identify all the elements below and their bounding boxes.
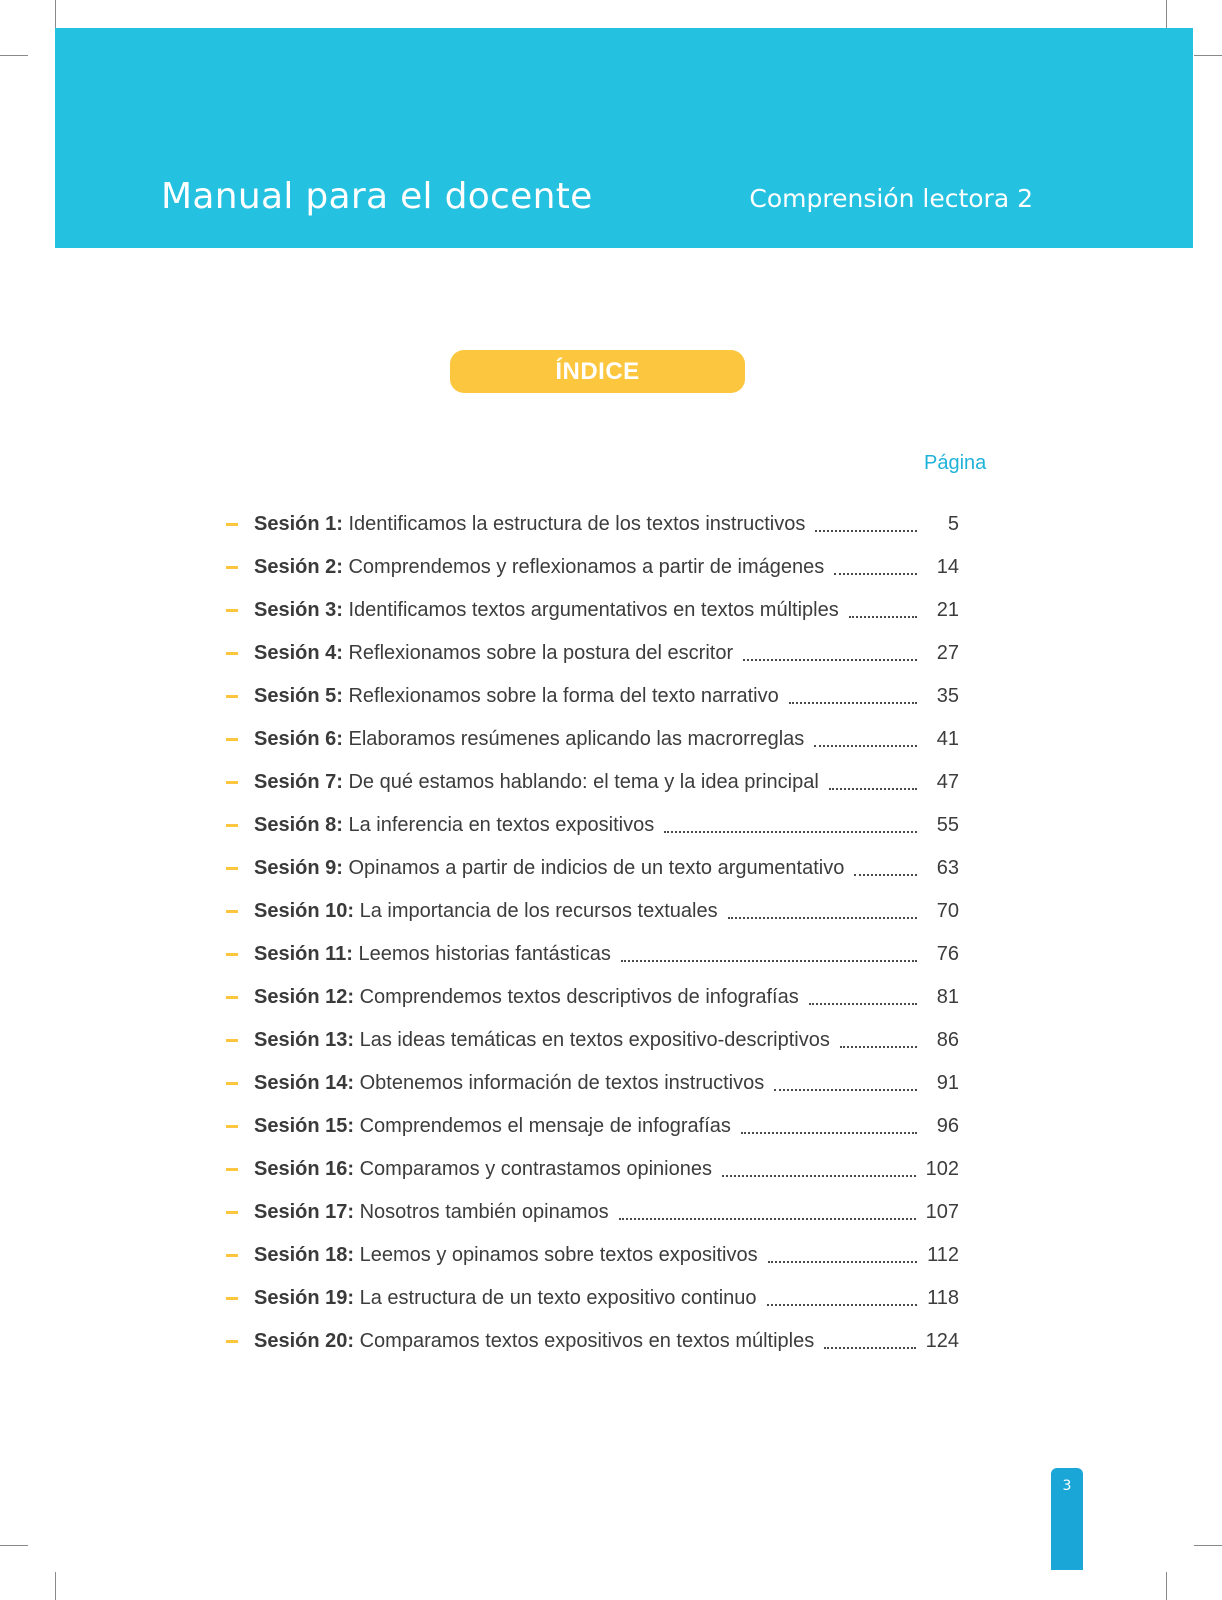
bullet-dash-icon xyxy=(226,1254,238,1257)
toc-entry-text xyxy=(254,943,611,966)
toc-entry[interactable] xyxy=(226,589,959,632)
dot-leader xyxy=(824,1347,915,1349)
bullet-dash-icon xyxy=(226,738,238,741)
toc-entry-text xyxy=(254,1115,731,1138)
toc-page-number: 27 xyxy=(936,642,959,664)
toc-page-number: 5 xyxy=(947,513,959,535)
toc-entry[interactable] xyxy=(226,976,959,1019)
bullet-dash-icon xyxy=(226,652,238,655)
toc-session-label: Sesión 10: xyxy=(254,900,355,922)
bullet-dash-icon xyxy=(226,1211,238,1214)
bullet-dash-icon xyxy=(226,867,238,870)
toc-page-number: 70 xyxy=(936,900,959,922)
toc-session-title: La inferencia en textos expositivos xyxy=(348,814,655,836)
bullet-dash-icon xyxy=(226,953,238,956)
page-number: 3 xyxy=(1062,1478,1072,1494)
dot-leader xyxy=(789,702,917,704)
bullet-dash-icon xyxy=(226,910,238,913)
bullet-dash-icon xyxy=(226,1340,238,1343)
dot-leader xyxy=(619,1218,916,1220)
toc-entry[interactable] xyxy=(226,761,959,804)
toc-session-title: Opinamos a partir de indicios de un texto argumentativo xyxy=(348,857,845,879)
crop-mark xyxy=(0,55,28,56)
header-banner xyxy=(55,28,1193,248)
bullet-dash-icon xyxy=(226,996,238,999)
toc-entry-text xyxy=(254,900,718,923)
toc-session-label: Sesión 3: xyxy=(254,599,343,621)
toc-entry-text xyxy=(254,685,779,708)
bullet-dash-icon xyxy=(226,1297,238,1300)
toc-entry-text xyxy=(254,642,733,665)
crop-mark xyxy=(1166,0,1167,28)
toc-page-number: 86 xyxy=(936,1029,959,1051)
toc-entry-text xyxy=(254,728,804,751)
toc-page-number: 91 xyxy=(936,1072,959,1094)
toc-session-label: Sesión 5: xyxy=(254,685,343,707)
bullet-dash-icon xyxy=(226,1082,238,1085)
dot-leader xyxy=(767,1304,917,1306)
toc-page-number: 21 xyxy=(936,599,959,621)
toc-session-label: Sesión 1: xyxy=(254,513,343,535)
dot-leader xyxy=(849,616,917,618)
toc-session-label: Sesión 19: xyxy=(254,1287,355,1309)
bullet-dash-icon xyxy=(226,824,238,827)
toc-entry[interactable] xyxy=(226,1062,959,1105)
toc-page-number: 107 xyxy=(925,1201,959,1223)
toc-session-label: Sesión 6: xyxy=(254,728,343,750)
toc-session-label: Sesión 7: xyxy=(254,771,343,793)
toc-session-title: Leemos historias fantásticas xyxy=(358,943,611,965)
toc-page-number: 55 xyxy=(936,814,959,836)
toc-session-label: Sesión 13: xyxy=(254,1029,355,1051)
toc-entry[interactable] xyxy=(226,503,959,546)
dot-leader xyxy=(840,1046,917,1048)
toc-entry[interactable] xyxy=(226,933,959,976)
crop-mark xyxy=(0,1545,28,1546)
toc-entry-text xyxy=(254,986,799,1009)
toc-session-title: Comprendemos el mensaje de infografías xyxy=(359,1115,731,1137)
toc-entry-text xyxy=(254,513,805,536)
toc-session-title: La estructura de un texto expositivo continuo xyxy=(359,1287,757,1309)
toc-entry-text xyxy=(254,814,654,837)
toc-entry[interactable] xyxy=(226,1191,959,1234)
toc-entry-text xyxy=(254,599,839,622)
toc-entry-text xyxy=(254,1287,757,1310)
toc-page-number: 63 xyxy=(936,857,959,879)
toc-page-number: 41 xyxy=(936,728,959,750)
crop-mark xyxy=(1194,55,1222,56)
index-heading-badge xyxy=(450,350,745,393)
dot-leader xyxy=(834,573,917,575)
toc-page-number: 14 xyxy=(936,556,959,578)
toc-entry-text xyxy=(254,857,844,880)
toc-page-number: 112 xyxy=(927,1244,959,1266)
toc-entry[interactable] xyxy=(226,632,959,675)
toc-session-label: Sesión 15: xyxy=(254,1115,355,1137)
toc-entry[interactable] xyxy=(226,1234,959,1277)
toc-page-number: 124 xyxy=(925,1330,959,1352)
bullet-dash-icon xyxy=(226,1168,238,1171)
toc-entry-text xyxy=(254,1158,712,1181)
toc-page-number: 102 xyxy=(925,1158,959,1180)
toc-session-title: Identificamos textos argumentativos en textos múltiples xyxy=(348,599,839,621)
document-title: Manual para el docente xyxy=(161,176,593,217)
toc-session-label: Sesión 11: xyxy=(254,943,353,965)
toc-session-title: Comprendemos y reflexionamos a partir de imágenes xyxy=(348,556,825,578)
table-of-contents xyxy=(226,503,959,1363)
document-subtitle: Comprensión lectora 2 xyxy=(749,184,1033,213)
toc-page-number: 96 xyxy=(936,1115,959,1137)
dot-leader xyxy=(664,831,917,833)
index-heading: ÍNDICE xyxy=(555,357,640,385)
dot-leader xyxy=(743,659,917,661)
dot-leader xyxy=(741,1132,917,1134)
toc-entry[interactable] xyxy=(226,675,959,718)
bullet-dash-icon xyxy=(226,523,238,526)
toc-entry[interactable] xyxy=(226,1320,959,1363)
toc-session-title: Nosotros también opinamos xyxy=(359,1201,609,1223)
dot-leader xyxy=(722,1175,916,1177)
dot-leader xyxy=(814,745,917,747)
bullet-dash-icon xyxy=(226,1039,238,1042)
toc-session-title: Identificamos la estructura de los textos instructivos xyxy=(348,513,806,535)
dot-leader xyxy=(809,1003,917,1005)
toc-entry-text xyxy=(254,556,824,579)
toc-session-label: Sesión 14: xyxy=(254,1072,355,1094)
toc-session-title: Comprendemos textos descriptivos de infografías xyxy=(359,986,799,1008)
toc-session-title: Comparamos textos expositivos en textos múltiples xyxy=(359,1330,815,1352)
toc-session-title: Reflexionamos sobre la forma del texto narrativo xyxy=(348,685,779,707)
toc-entry-text xyxy=(254,1244,758,1267)
crop-mark xyxy=(55,0,56,28)
toc-session-label: Sesión 17: xyxy=(254,1201,355,1223)
toc-page-number: 118 xyxy=(927,1287,959,1309)
crop-mark xyxy=(55,1572,56,1600)
toc-entry-text xyxy=(254,1201,609,1224)
toc-session-label: Sesión 9: xyxy=(254,857,343,879)
page-number-tab xyxy=(1051,1468,1083,1570)
toc-session-label: Sesión 12: xyxy=(254,986,355,1008)
crop-mark xyxy=(1166,1572,1167,1600)
toc-session-label: Sesión 4: xyxy=(254,642,343,664)
toc-session-title: La importancia de los recursos textuales xyxy=(359,900,718,922)
page-column-label: Página xyxy=(924,452,987,474)
dot-leader xyxy=(829,788,917,790)
toc-session-title: Comparamos y contrastamos opiniones xyxy=(359,1158,712,1180)
toc-entry-text xyxy=(254,1029,830,1052)
toc-page-number: 81 xyxy=(936,986,959,1008)
toc-page-number: 76 xyxy=(936,943,959,965)
toc-session-label: Sesión 20: xyxy=(254,1330,355,1352)
toc-entry[interactable] xyxy=(226,1148,959,1191)
toc-session-title: Las ideas temáticas en textos expositivo-descriptivos xyxy=(359,1029,830,1051)
toc-entry[interactable] xyxy=(226,847,959,890)
bullet-dash-icon xyxy=(226,1125,238,1128)
dot-leader xyxy=(774,1089,917,1091)
toc-session-title: Leemos y opinamos sobre textos expositivos xyxy=(359,1244,758,1266)
toc-session-label: Sesión 18: xyxy=(254,1244,355,1266)
toc-session-title: Obtenemos información de textos instructivos xyxy=(359,1072,765,1094)
toc-session-label: Sesión 8: xyxy=(254,814,343,836)
dot-leader xyxy=(815,530,917,532)
dot-leader xyxy=(728,917,917,919)
toc-entry-text xyxy=(254,771,819,794)
toc-entry[interactable] xyxy=(226,804,959,847)
dot-leader xyxy=(854,874,917,876)
crop-mark xyxy=(1194,1545,1222,1546)
toc-entry[interactable] xyxy=(226,1019,959,1062)
toc-entry[interactable] xyxy=(226,1105,959,1148)
bullet-dash-icon xyxy=(226,609,238,612)
bullet-dash-icon xyxy=(226,695,238,698)
toc-session-title: Elaboramos resúmenes aplicando las macrorreglas xyxy=(348,728,805,750)
toc-session-label: Sesión 2: xyxy=(254,556,343,578)
toc-page-number: 35 xyxy=(936,685,959,707)
dot-leader xyxy=(621,960,917,962)
dot-leader xyxy=(768,1261,917,1263)
toc-session-label: Sesión 16: xyxy=(254,1158,355,1180)
toc-entry[interactable] xyxy=(226,546,959,589)
toc-session-title: Reflexionamos sobre la postura del escritor xyxy=(348,642,734,664)
bullet-dash-icon xyxy=(226,566,238,569)
toc-entry-text xyxy=(254,1072,764,1095)
toc-entry[interactable] xyxy=(226,1277,959,1320)
toc-session-title: De qué estamos hablando: el tema y la idea principal xyxy=(348,771,819,793)
toc-entry-text xyxy=(254,1330,814,1353)
toc-page-number: 47 xyxy=(936,771,959,793)
toc-entry[interactable] xyxy=(226,890,959,933)
toc-entry[interactable] xyxy=(226,718,959,761)
bullet-dash-icon xyxy=(226,781,238,784)
